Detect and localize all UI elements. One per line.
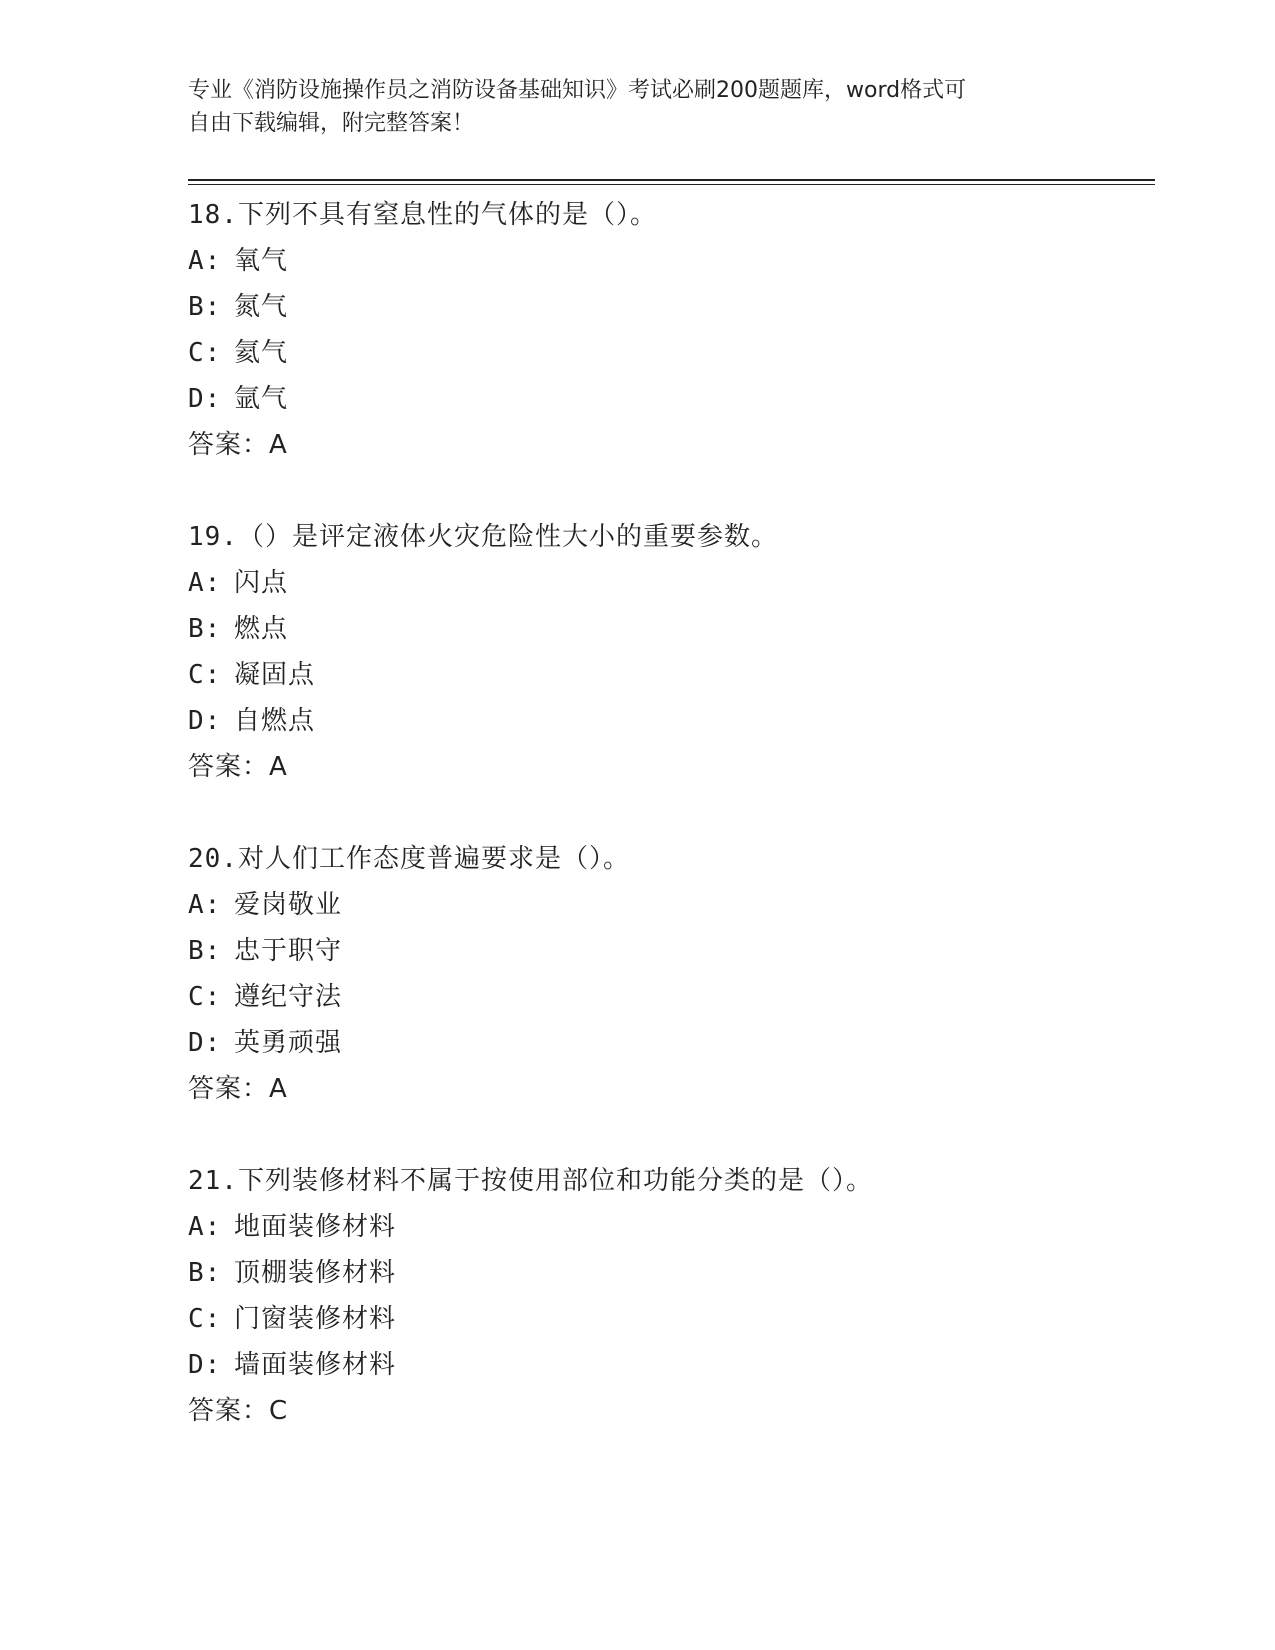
option-d: [188, 1342, 1148, 1388]
option-key: B:: [188, 936, 222, 966]
option-key: C:: [188, 982, 222, 1012]
option-key: C:: [188, 1304, 222, 1334]
option-text: 顶棚装修材料: [234, 1258, 397, 1288]
option-text: 凝固点: [234, 660, 316, 690]
option-key: C:: [188, 660, 222, 690]
answer-line: 答案：A: [188, 752, 288, 782]
answer-line: 答案：A: [188, 1074, 288, 1104]
option-key: B:: [188, 292, 222, 322]
question-stem: 20.对人们工作态度普遍要求是（）。: [188, 844, 630, 874]
option-text: 遵纪守法: [234, 982, 343, 1012]
option-key: D:: [188, 384, 222, 414]
option-d: [188, 1020, 1148, 1066]
option-key: D:: [188, 1028, 222, 1058]
option-c: [188, 974, 1148, 1020]
question-19: [188, 514, 1148, 790]
question-stem: 21.下列装修材料不属于按使用部位和功能分类的是（）。: [188, 1166, 873, 1196]
option-key: A:: [188, 1212, 222, 1242]
option-d: [188, 698, 1148, 744]
question-stem: 18.下列不具有窒息性的气体的是（）。: [188, 200, 657, 230]
option-key: D:: [188, 1350, 222, 1380]
header-divider-thick: [188, 179, 1155, 181]
answer-line: 答案：C: [188, 1396, 289, 1426]
option-text: 氦气: [234, 338, 289, 368]
option-b: [188, 1250, 1148, 1296]
option-c: [188, 1296, 1148, 1342]
option-key: D:: [188, 706, 222, 736]
option-key: B:: [188, 614, 222, 644]
option-text: 燃点: [234, 614, 289, 644]
option-text: 爱岗敬业: [234, 890, 343, 920]
question-21: [188, 1158, 1148, 1434]
option-b: [188, 284, 1148, 330]
option-text: 英勇顽强: [234, 1028, 343, 1058]
option-text: 忠于职守: [234, 936, 343, 966]
option-b: [188, 606, 1148, 652]
option-text: 门窗装修材料: [234, 1304, 397, 1334]
question-list: [188, 192, 1148, 1434]
option-a: [188, 238, 1148, 284]
answer-line: 答案：A: [188, 430, 288, 460]
option-b: [188, 928, 1148, 974]
question-stem: 19.（）是评定液体火灾危险性大小的重要参数。: [188, 522, 778, 552]
option-key: C:: [188, 338, 222, 368]
header-line-2: 自由下载编辑，附完整答案！: [188, 111, 475, 136]
option-text: 地面装修材料: [234, 1212, 397, 1242]
option-a: [188, 882, 1148, 928]
option-text: 氩气: [234, 384, 289, 414]
question-20: [188, 836, 1148, 1112]
option-key: B:: [188, 1258, 222, 1288]
option-key: A:: [188, 568, 222, 598]
option-key: A:: [188, 890, 222, 920]
option-d: [188, 376, 1148, 422]
document-header: [188, 74, 1068, 140]
option-a: [188, 1204, 1148, 1250]
option-text: 墙面装修材料: [234, 1350, 397, 1380]
option-text: 氮气: [234, 292, 289, 322]
option-key: A:: [188, 246, 222, 276]
option-text: 氧气: [234, 246, 289, 276]
option-text: 闪点: [234, 568, 289, 598]
header-divider-thin: [188, 184, 1155, 185]
option-c: [188, 652, 1148, 698]
option-a: [188, 560, 1148, 606]
option-text: 自燃点: [234, 706, 316, 736]
header-line-1: 专业《消防设施操作员之消防设备基础知识》考试必刷200题题库，word格式可: [188, 78, 967, 103]
question-18: [188, 192, 1148, 468]
option-c: [188, 330, 1148, 376]
